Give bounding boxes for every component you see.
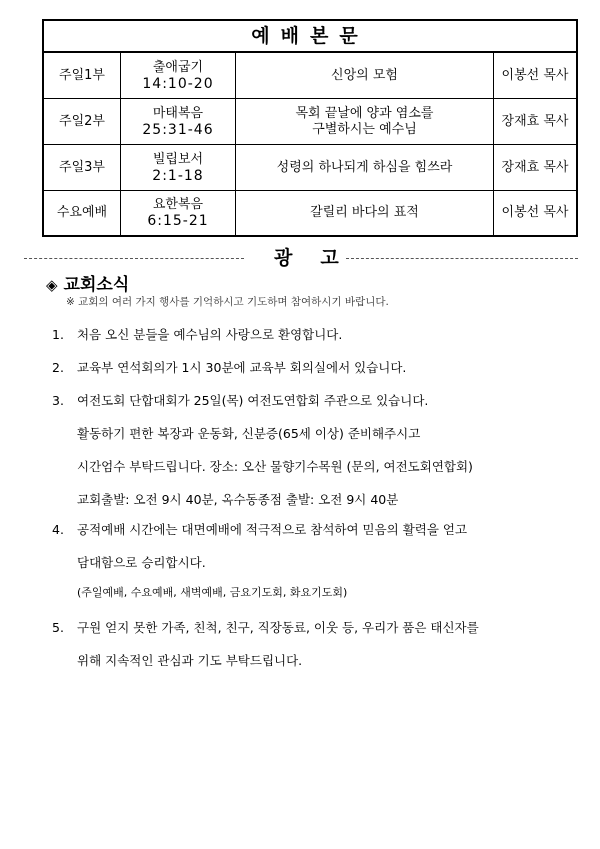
item-number: 3. (52, 393, 64, 408)
item-text: 공적예배 시간에는 대면예배에 적극적으로 참석하여 믿음의 활력을 얻고 (77, 522, 468, 537)
schedule-title: 예배본문 (44, 21, 576, 53)
item-continuation: 교회출발: 오전 9시 40분, 옥수동종점 출발: 오전 9시 40분 (77, 492, 399, 507)
item-number: 2. (52, 360, 64, 375)
list-item (52, 358, 406, 376)
service-name: 수요예배 (44, 191, 121, 235)
sermon-title (236, 99, 494, 144)
scripture-cell (121, 145, 236, 190)
item-text: 교육부 연석회의가 1시 30분에 교육부 회의실에서 있습니다. (77, 360, 407, 375)
item-continuation: 위해 지속적인 관심과 기도 부탁드립니다. (77, 653, 303, 668)
item-continuation: 활동하기 편한 복장과 운동화, 신분증(65세 이상) 준비해주시고 (77, 426, 421, 441)
church-news-note: ※ 교회의 여러 가지 행사를 기억하시고 기도하며 참여하시기 바랍니다. (66, 296, 389, 308)
service-name: 주일3부 (44, 145, 121, 190)
sermon-schedule-table (42, 19, 578, 237)
scripture-reference: 2:1-18 (152, 167, 204, 184)
scripture-book: 마태복음 (152, 105, 204, 121)
item-text: 여전도회 단합대회가 25일(목) 여전도연합회 주관으로 있습니다. (77, 393, 429, 408)
sermon-title-line: 구별하시는 예수님 (312, 121, 417, 137)
scripture-cell (121, 99, 236, 144)
list-item (52, 618, 479, 636)
scripture-cell (121, 191, 236, 235)
table-row (44, 145, 576, 191)
item-continuation: 담대함으로 승리합시다. (77, 555, 206, 570)
service-name: 주일1부 (44, 53, 121, 98)
announcements-header (24, 243, 578, 269)
preacher-name: 이봉선 목사 (501, 205, 569, 220)
preacher-name: 장재효 목사 (501, 159, 569, 175)
diamond-icon: ◈ (46, 276, 58, 294)
item-number: 1. (52, 327, 64, 342)
list-item (52, 325, 342, 343)
scripture-cell (121, 53, 236, 98)
item-continuation: 시간엄수 부탁드립니다. 장소: 오산 물향기수목원 (문의, 여전도회연합회) (77, 459, 473, 474)
list-item (52, 391, 428, 409)
sermon-title-line: 목회 끝날에 양과 염소를 (295, 105, 434, 121)
announcements-title: 광고 (274, 247, 367, 269)
preacher-name: 장재효 목사 (501, 113, 569, 129)
sermon-title (236, 191, 494, 235)
scripture-reference: 14:10-20 (142, 75, 214, 92)
sermon-title (236, 145, 494, 190)
item-text: 처음 오신 분들을 예수님의 사랑으로 환영합니다. (77, 327, 343, 342)
item-text: 구원 얻지 못한 가족, 친척, 친구, 직장동료, 이웃 등, 우리가 품은 태신자를 (77, 620, 479, 635)
scripture-reference: 25:31-46 (142, 121, 214, 138)
sermon-title-line: 성령의 하나되게 하심을 힘쓰라 (276, 159, 453, 175)
scripture-book: 빌립보서 (152, 151, 204, 167)
list-item (52, 520, 467, 538)
sermon-title (236, 53, 494, 98)
item-number: 5. (52, 620, 64, 635)
dashed-divider (24, 258, 244, 259)
church-news-heading (46, 270, 129, 295)
preacher-name: 이봉선 목사 (501, 67, 569, 83)
table-row (44, 53, 576, 99)
item-continuation: (주일예배, 수요예배, 새벽예배, 금요기도회, 화요기도회) (77, 586, 348, 599)
sermon-title-line: 갈릴리 바다의 표적 (310, 205, 419, 220)
item-number: 4. (52, 522, 64, 537)
scripture-reference: 6:15-21 (147, 213, 209, 229)
scripture-book: 출애굽기 (152, 59, 204, 75)
table-row (44, 191, 576, 235)
table-row (44, 99, 576, 145)
scripture-book: 요한복음 (152, 197, 204, 212)
service-name: 주일2부 (44, 99, 121, 144)
sermon-title-line: 신앙의 모험 (331, 67, 398, 83)
dashed-divider (346, 258, 578, 259)
church-news-title: 교회소식 (63, 275, 130, 295)
